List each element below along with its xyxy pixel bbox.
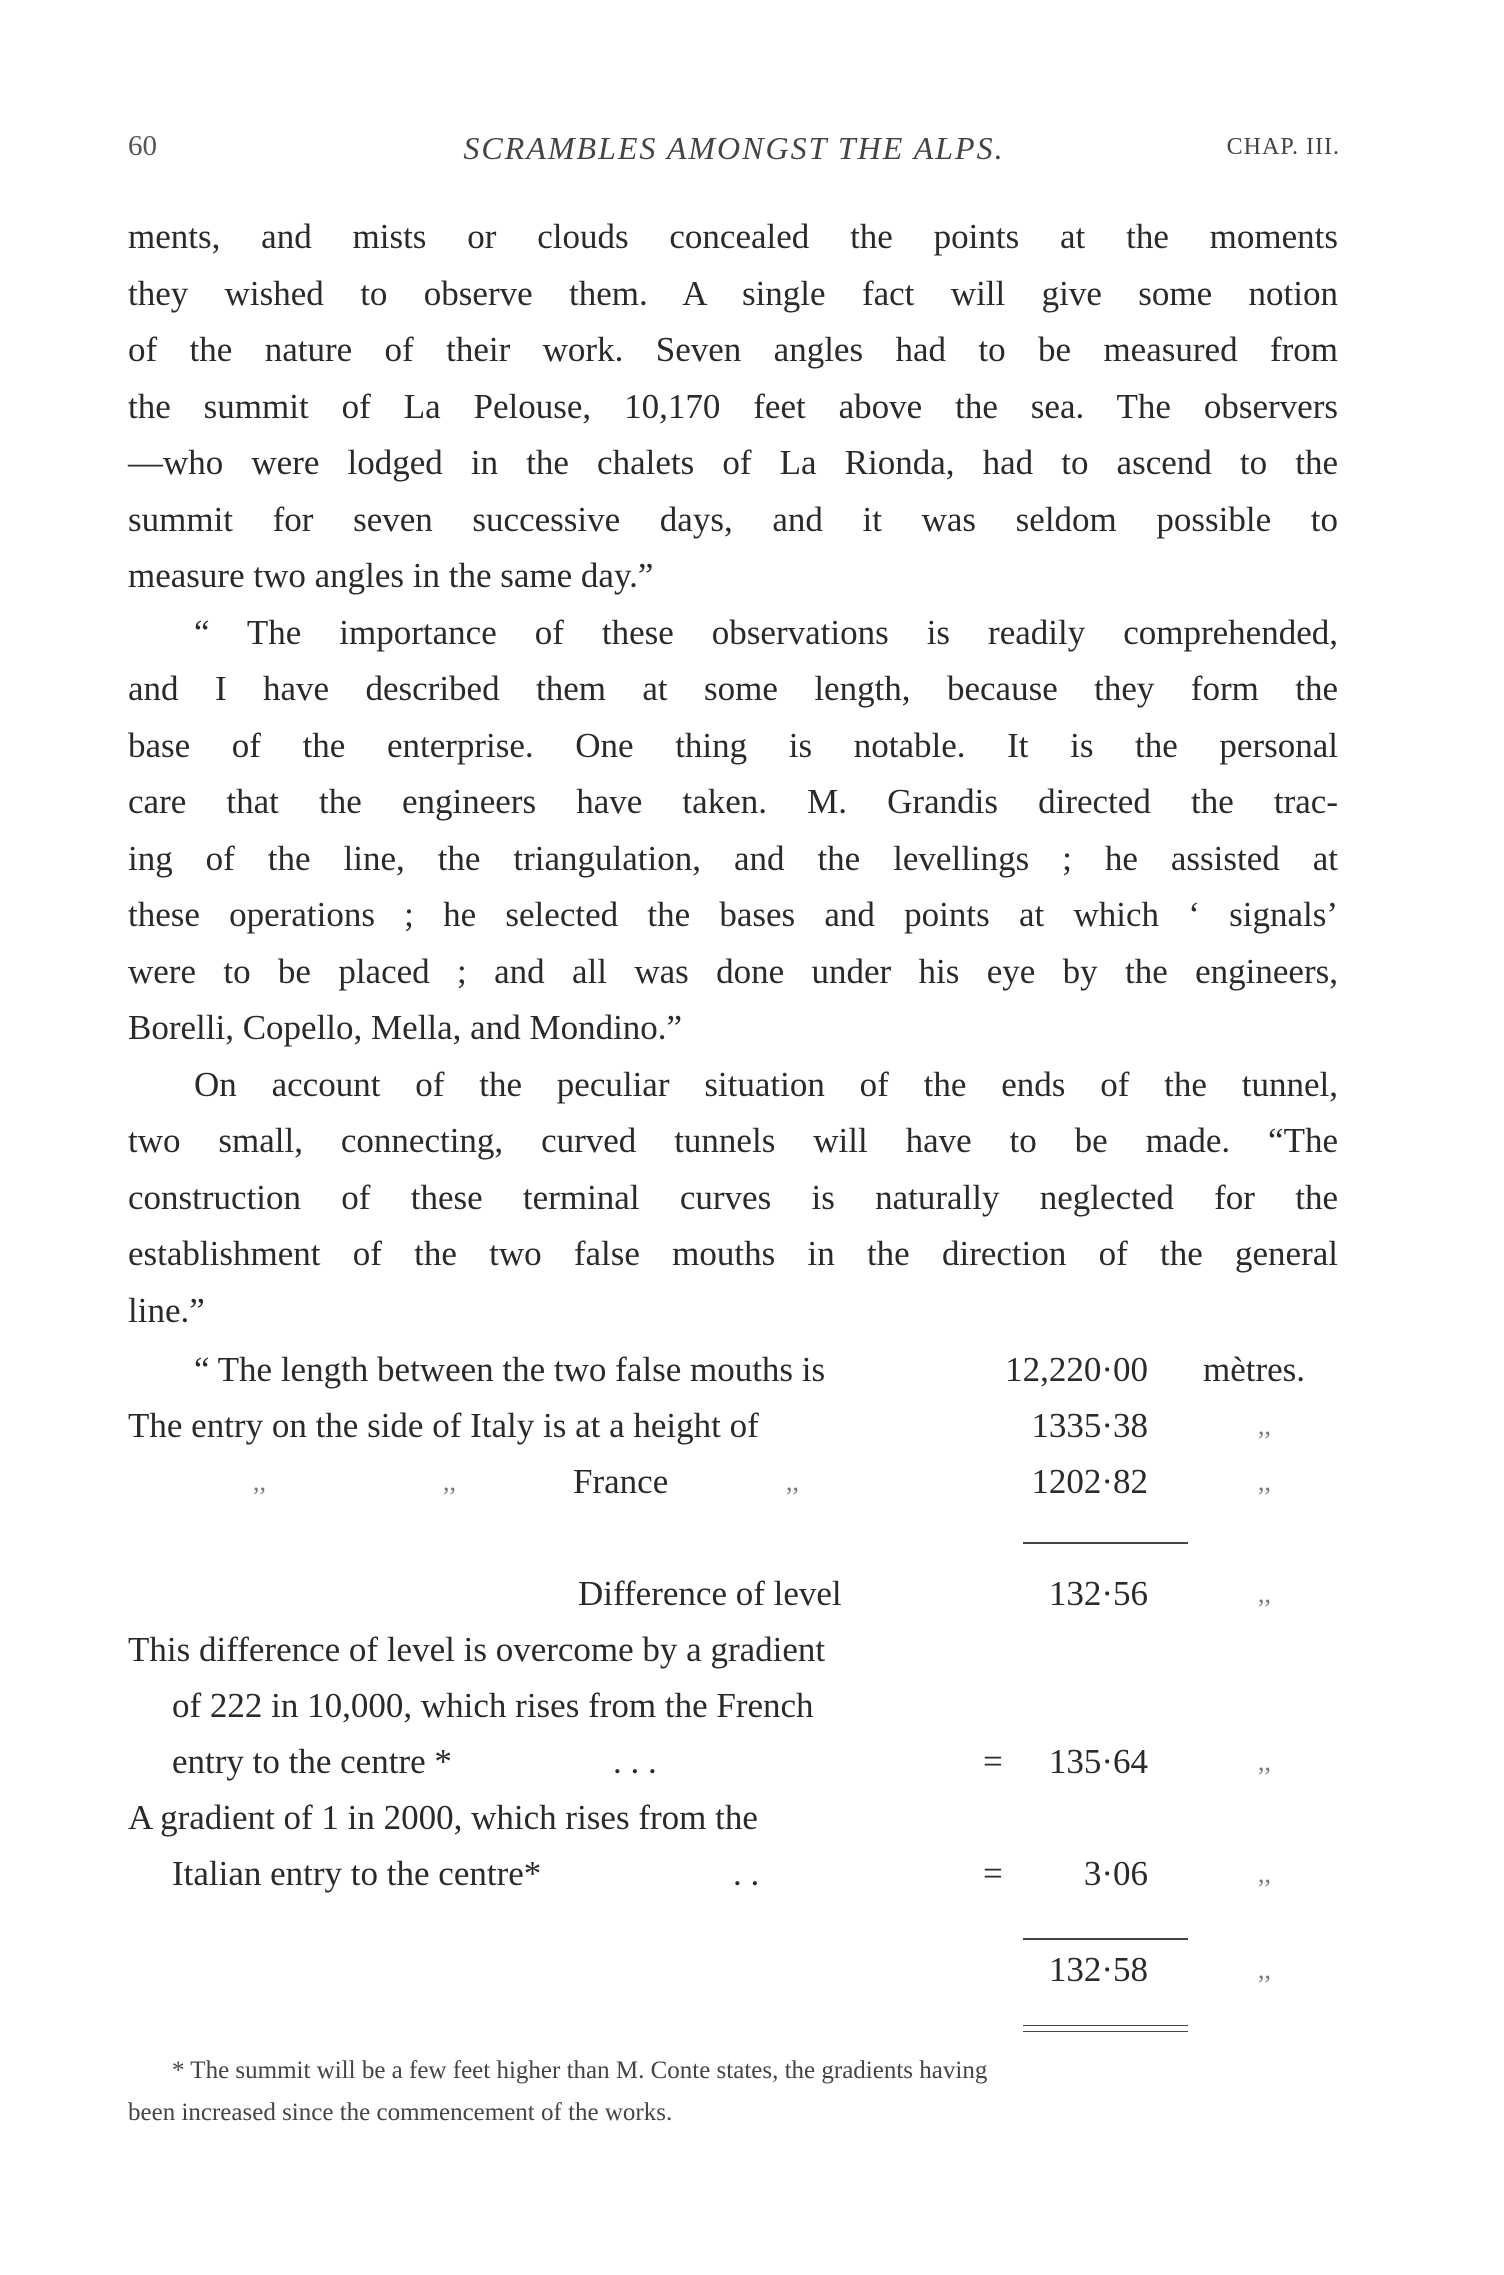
- text-line: ments, and mists or clouds concealed the points at the moments: [128, 217, 1338, 256]
- table-row: [128, 1566, 1338, 1622]
- ditto-mark: ,,: [1258, 1955, 1271, 1984]
- text-line: these operations ; he selected the bases and points at which ‘ signals’: [128, 895, 1338, 934]
- footnote-line: been increased since the commencement of the works.: [128, 2099, 673, 2126]
- text-line: construction of these terminal curves is naturally neglected for the: [128, 1177, 1338, 1217]
- row-label: of 222 in 10,000, which rises from the French: [172, 1686, 814, 1725]
- row-label: The entry on the side of Italy is at a height of: [128, 1406, 759, 1445]
- row-value: 132·58: [1048, 1950, 1148, 1989]
- row-value: 1202·82: [1031, 1462, 1148, 1501]
- text-line: establishment of the two false mouths in the direction of the general: [128, 1234, 1338, 1273]
- text-line: the summit of La Pelouse, 10,170 feet above the sea. The observers: [128, 386, 1338, 426]
- row-label: France: [573, 1462, 669, 1501]
- equals-sign: =: [983, 1854, 1003, 1893]
- leader-dots: . . .: [613, 1742, 657, 1781]
- ditto-mark: ,,: [786, 1467, 799, 1496]
- row-value: 1335·38: [1031, 1406, 1148, 1445]
- text-line: they wished to observe them. A single fact will give some notion: [128, 273, 1338, 313]
- leader-dots: . .: [733, 1854, 760, 1893]
- text-line: line.”: [128, 1290, 205, 1330]
- page-number: 60: [128, 130, 157, 162]
- row-label: “ The length between the two false mouths is: [194, 1350, 826, 1389]
- page-header: [128, 130, 1340, 170]
- row-value: 135·64: [1048, 1742, 1148, 1781]
- row-label: Italian entry to the centre*: [172, 1854, 542, 1893]
- text-line: Borelli, Copello, Mella, and Mondino.”: [128, 1008, 683, 1047]
- double-rule-bottom: [1023, 2031, 1188, 2032]
- table-row: [128, 1398, 1338, 1454]
- text-line: base of the enterprise. One thing is notable. It is the personal: [128, 725, 1338, 765]
- text-line: and I have described them at some length, because they form the: [128, 669, 1338, 708]
- row-label: A gradient of 1 in 2000, which rises from the: [128, 1798, 758, 1837]
- footnote-line: * The summit will be a few feet higher than M. Conte states, the gradients having: [172, 2057, 988, 2084]
- table-row: [128, 1734, 1338, 1790]
- table-row: [128, 1678, 1338, 1734]
- ditto-mark: ,,: [253, 1467, 266, 1496]
- table-row: [128, 1454, 1338, 1510]
- paragraph-3: [128, 1057, 1338, 1340]
- text-line: —who were lodged in the chalets of La Rionda, had to ascend to the: [128, 443, 1338, 482]
- paragraph-1: [128, 209, 1338, 605]
- table-row: [128, 1942, 1338, 1998]
- text-line: care that the engineers have taken. M. Grandis directed the trac-: [128, 782, 1338, 821]
- row-unit: mètres.: [1203, 1350, 1306, 1389]
- paragraph-2: [128, 605, 1338, 1057]
- double-rule-top: [1023, 2025, 1188, 2026]
- row-label: entry to the centre *: [172, 1742, 452, 1781]
- ditto-mark: ,,: [1258, 1859, 1271, 1888]
- ditto-mark: ,,: [1258, 1411, 1271, 1440]
- text-line: ing of the line, the triangulation, and the levellings ; he assisted at: [128, 838, 1338, 878]
- text-line: were to be placed ; and all was done under his eye by the engineers,: [128, 951, 1338, 991]
- sum-rule: [1023, 1938, 1188, 1940]
- chapter-label: CHAP. III.: [1226, 134, 1340, 160]
- ditto-mark: ,,: [1258, 1747, 1271, 1776]
- footnote: [128, 2050, 1338, 2134]
- running-title: SCRAMBLES AMONGST THE ALPS.: [463, 130, 1005, 166]
- text-line: measure two angles in the same day.”: [128, 556, 654, 595]
- text-line: “ The importance of these observations is readily comprehended,: [194, 612, 1338, 652]
- row-label: This difference of level is overcome by a gradient: [128, 1630, 826, 1669]
- body-text: [128, 209, 1338, 1339]
- row-label: Difference of level: [578, 1574, 842, 1613]
- row-value: 132·56: [1048, 1574, 1148, 1613]
- text-line: of the nature of their work. Seven angles had to be measured from: [128, 330, 1338, 369]
- ditto-mark: ,,: [443, 1467, 456, 1496]
- table-row: [128, 1846, 1338, 1902]
- table-row: [128, 1342, 1338, 1398]
- tunnel-levels-table: [128, 1342, 1338, 1998]
- row-value: 12,220·00: [1005, 1350, 1148, 1389]
- sum-rule: [1023, 1542, 1188, 1544]
- ditto-mark: ,,: [1258, 1467, 1271, 1496]
- table-row: [128, 1790, 1338, 1846]
- table-row: [128, 1622, 1338, 1678]
- ditto-mark: ,,: [1258, 1579, 1271, 1608]
- text-line: two small, connecting, curved tunnels will have to be made. “The: [128, 1121, 1338, 1160]
- equals-sign: =: [983, 1742, 1003, 1781]
- row-value: 3·06: [1083, 1854, 1148, 1893]
- text-line: summit for seven successive days, and it was seldom possible to: [128, 499, 1338, 539]
- text-line: On account of the peculiar situation of the ends of the tunnel,: [194, 1064, 1338, 1104]
